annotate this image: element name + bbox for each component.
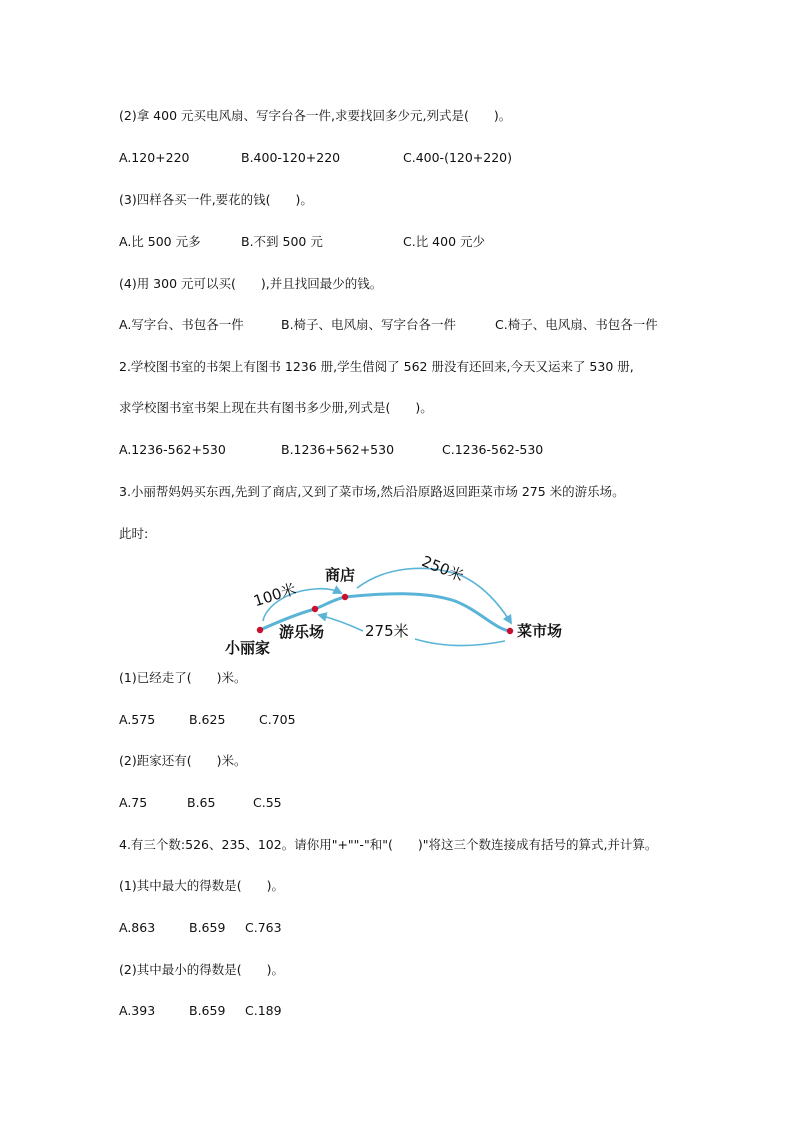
q1-sub3-stem: (3)四样各买一件,要花的钱( )。 <box>119 192 313 207</box>
q4-stem: 4.有三个数:526、235、102。请你用"+""-"和"( )"将这三个数连接成有括号的算式,并计算。 <box>119 837 658 852</box>
q3-sub2-stem: (2)距家还有( )米。 <box>119 753 247 768</box>
market-label: 菜市场 <box>517 622 563 640</box>
option-a: A.比 500 元多 <box>119 234 201 249</box>
q2-stem-line2: 求学校图书室书架上现在共有图书多少册,列式是( )。 <box>119 400 433 415</box>
distance-100-label: 100米 <box>251 579 299 611</box>
option-a: A.393 <box>119 1003 156 1018</box>
distance-275-label: 275米 <box>365 622 409 640</box>
q1-sub2-stem: (2)拿 400 元买电风扇、写字台各一件,求要找回多少元,列式是( )。 <box>119 108 512 123</box>
option-a: A.写字台、书包各一件 <box>119 317 244 332</box>
option-b: B.不到 500 元 <box>241 234 323 249</box>
q3-stem-line2: 此时: <box>119 526 149 541</box>
option-c: C.椅子、电风扇、书包各一件 <box>495 317 658 332</box>
q4-sub1-stem: (1)其中最大的得数是( )。 <box>119 878 284 893</box>
option-c: C.1236-562-530 <box>442 442 544 457</box>
option-a: A.120+220 <box>119 150 190 165</box>
option-c: C.763 <box>245 920 282 935</box>
option-b: B.625 <box>189 712 226 727</box>
q1-sub4-stem: (4)用 300 元可以买( ),并且找回最少的钱。 <box>119 276 383 291</box>
distance-250-label: 250米 <box>419 552 467 586</box>
q3-sub1-stem: (1)已经走了( )米。 <box>119 670 247 685</box>
market-dot <box>507 628 513 634</box>
park-label: 游乐场 <box>279 623 325 641</box>
shop-label: 商店 <box>325 566 356 584</box>
option-b: B.659 <box>189 920 226 935</box>
option-c: C.189 <box>245 1003 282 1018</box>
option-b: B.400-120+220 <box>241 150 341 165</box>
option-c: C.400-(120+220) <box>403 150 513 165</box>
option-b: B.65 <box>187 795 216 810</box>
shop-dot <box>342 594 348 600</box>
option-a: A.863 <box>119 920 156 935</box>
option-c: C.比 400 元少 <box>403 234 486 249</box>
option-b: B.1236+562+530 <box>281 442 395 457</box>
arrow-market-to-park-tail <box>319 615 363 631</box>
home-label: 小丽家 <box>225 639 271 657</box>
option-a: A.75 <box>119 795 148 810</box>
option-b: B.椅子、电风扇、写字台各一件 <box>281 317 457 332</box>
option-b: B.659 <box>189 1003 226 1018</box>
route-diagram <box>225 552 585 663</box>
option-a: A.575 <box>119 712 156 727</box>
q2-stem-line1: 2.学校图书室的书架上有图书 1236 册,学生借阅了 562 册没有还回来,今天又运来了 530 册, <box>119 359 634 374</box>
park-dot <box>312 606 318 612</box>
option-c: C.55 <box>253 795 282 810</box>
q3-stem-line1: 3.小丽帮妈妈买东西,先到了商店,又到了菜市场,然后沿原路返回距菜市场 275 米的游乐场。 <box>119 484 625 499</box>
option-a: A.1236-562+530 <box>119 442 226 457</box>
option-c: C.705 <box>259 712 296 727</box>
home-dot <box>257 627 263 633</box>
arrow-market-to-park <box>415 639 505 645</box>
q4-sub2-stem: (2)其中最小的得数是( )。 <box>119 962 284 977</box>
